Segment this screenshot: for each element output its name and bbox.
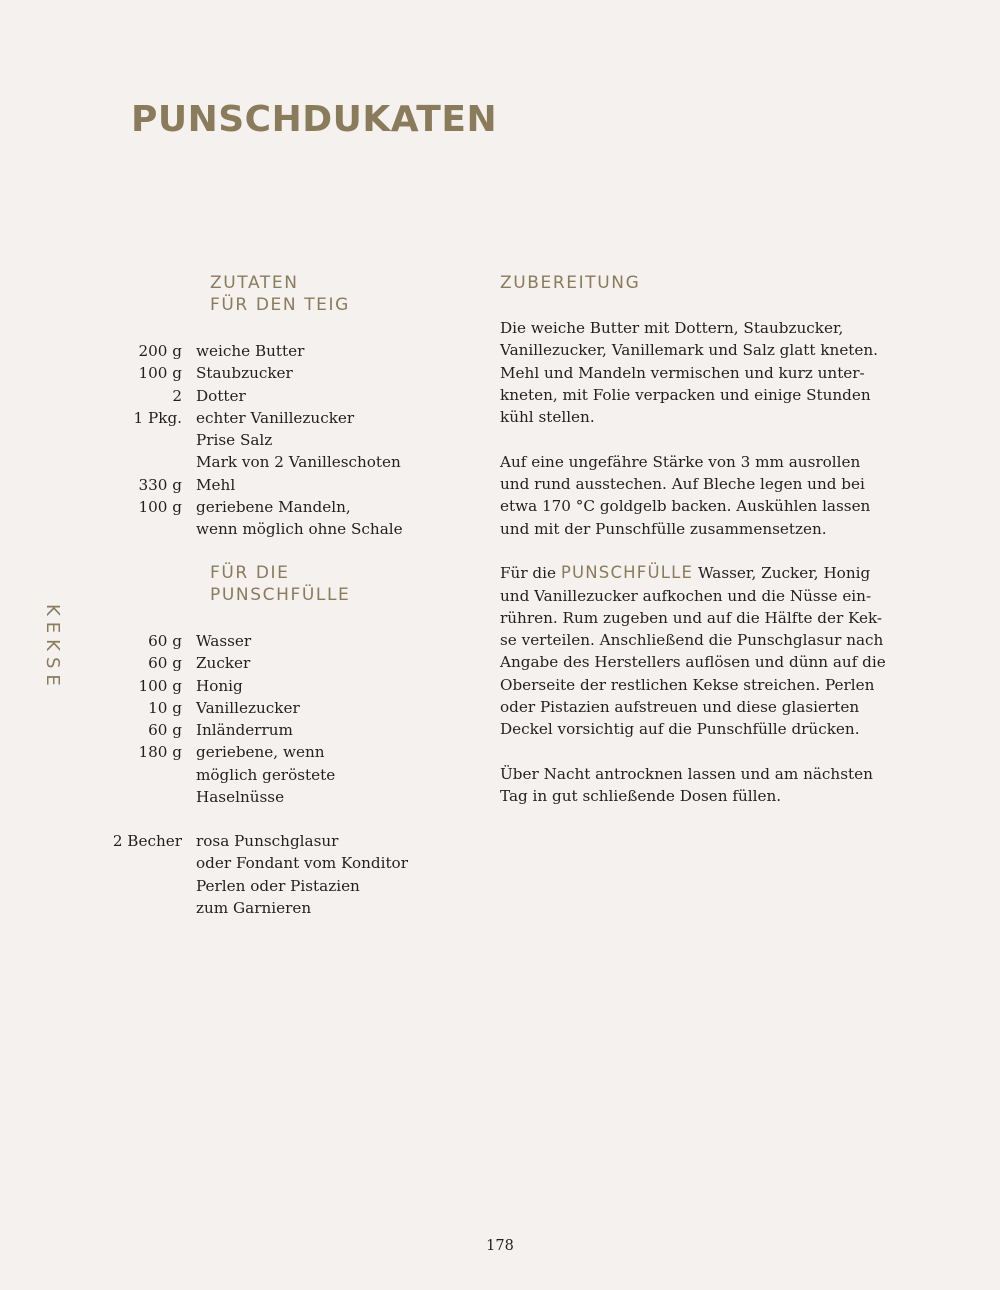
text-line: kühl stellen. — [500, 408, 595, 427]
filling-ingredient-list — [110, 630, 450, 808]
topping-ingredient-list — [110, 830, 450, 919]
filling-inline-heading: PUNSCHFÜLLE — [560, 563, 694, 583]
ingredient-name: Mark von 2 Vanilleschoten — [196, 453, 401, 472]
ingredient-row — [110, 852, 450, 874]
ingredient-qty — [110, 518, 196, 540]
ingredient-row — [110, 630, 450, 652]
ingredient-row — [110, 518, 450, 540]
ingredient-qty: 100 g — [138, 676, 182, 695]
ingredient-row — [110, 652, 450, 674]
ingredient-qty: 1 Pkg. — [133, 408, 182, 427]
text-fragment: Für die — [500, 564, 556, 583]
filling-heading-line: PUNSCHFÜLLE — [210, 585, 351, 606]
page-title: PUNSCHDUKATEN — [131, 99, 498, 140]
text-line: Die weiche Butter mit Dottern, Staubzucker, — [500, 319, 844, 337]
ingredient-qty: 200 g — [138, 342, 182, 360]
ingredient-qty: 10 g — [148, 698, 182, 717]
ingredient-name: möglich geröstete — [196, 765, 336, 784]
ingredient-row — [110, 340, 450, 362]
text-line: oder Pistazien aufstreuen und diese glasierten — [500, 698, 860, 717]
ingredient-name: Zucker — [196, 654, 251, 673]
ingredient-qty: 60 g — [148, 654, 182, 673]
ingredient-row — [110, 474, 450, 496]
ingredient-name: rosa Punschglasur — [196, 832, 339, 850]
ingredient-qty: 100 g — [138, 364, 182, 383]
ingredient-row — [110, 429, 450, 451]
ingredient-row — [110, 764, 450, 786]
ingredient-name: Perlen oder Pistazien — [196, 876, 360, 895]
ingredient-name: Haselnüsse — [196, 788, 285, 807]
preparation-paragraph — [500, 317, 880, 428]
text-line: Angabe des Herstellers auflösen und dünn auf die — [500, 653, 886, 672]
ingredient-row — [110, 786, 450, 808]
preparation-heading: ZUBEREITUNG — [500, 273, 641, 293]
ingredient-qty: 2 Becher — [112, 832, 182, 850]
text-line: Tag in gut schließende Dosen füllen. — [500, 787, 782, 806]
ingredient-name: zum Garnieren — [196, 898, 312, 917]
ingredient-row — [110, 897, 450, 919]
ingredient-qty — [110, 764, 196, 786]
page-number: 178 — [486, 1238, 514, 1254]
ingredient-row — [110, 407, 450, 429]
ingredient-name: wenn möglich ohne Schale — [196, 520, 403, 539]
text-line: Auf eine ungefähre Stärke von 3 mm ausrollen — [500, 452, 861, 471]
ingredient-name: Mehl — [196, 475, 236, 494]
text-line: und mit der Punschfülle zusammensetzen. — [500, 519, 827, 538]
text-line: kneten, mit Folie verpacken und einige Stunden — [500, 385, 871, 404]
ingredient-row — [110, 875, 450, 897]
ingredient-name: Honig — [196, 676, 243, 695]
ingredient-row — [110, 697, 450, 719]
ingredient-name: geriebene Mandeln, — [196, 498, 351, 517]
ingredients-heading-line: ZUTATEN — [210, 273, 299, 293]
dough-ingredient-list — [110, 340, 450, 541]
text-line: etwa 170 °C goldgelb backen. Auskühlen lassen — [500, 497, 871, 516]
text-line — [500, 562, 880, 584]
ingredient-row — [110, 719, 450, 741]
ingredient-row — [110, 362, 450, 384]
ingredient-qty — [110, 852, 196, 874]
ingredient-row — [110, 675, 450, 697]
ingredient-qty: 60 g — [148, 632, 182, 650]
ingredient-qty: 180 g — [138, 743, 182, 762]
ingredient-qty — [110, 897, 196, 919]
ingredients-heading — [210, 272, 350, 317]
ingredients-heading-line: FÜR DEN TEIG — [210, 295, 350, 316]
text-line: Oberseite der restlichen Kekse streichen. Perlen — [500, 675, 875, 694]
ingredient-row — [110, 385, 450, 407]
section-side-label: KEKSE — [42, 604, 63, 692]
ingredient-name: geriebene, wenn — [196, 743, 325, 762]
text-line: Mehl und Mandeln vermischen und kurz unter- — [500, 363, 865, 382]
ingredient-name: weiche Butter — [196, 342, 305, 360]
text-line: und rund ausstechen. Auf Bleche legen und bei — [500, 475, 865, 494]
ingredient-qty — [110, 875, 196, 897]
preparation-paragraph — [500, 763, 880, 808]
text-line: und Vanillezucker aufkochen und die Nüsse ein- — [500, 586, 872, 605]
filling-heading — [210, 562, 350, 607]
ingredient-name: Vanillezucker — [196, 698, 300, 717]
text-line: se verteilen. Anschließend die Punschglasur nach — [500, 631, 884, 650]
ingredient-qty: 60 g — [148, 721, 182, 740]
preparation-text — [500, 317, 886, 830]
ingredient-qty — [110, 429, 196, 451]
ingredient-qty: 330 g — [138, 475, 182, 494]
ingredient-qty — [110, 451, 196, 473]
ingredient-qty — [110, 786, 196, 808]
ingredient-name: Prise Salz — [196, 431, 273, 450]
preparation-paragraph — [500, 451, 880, 540]
text-line: Vanillezucker, Vanillemark und Salz glatt kneten. — [500, 341, 879, 360]
ingredient-name: Wasser — [196, 632, 252, 650]
ingredient-name: Inländerrum — [196, 721, 293, 740]
ingredient-name: Dotter — [196, 386, 246, 405]
ingredient-row — [110, 451, 450, 473]
text-line: Über Nacht antrocknen lassen und am nächsten — [500, 764, 873, 783]
ingredient-row — [110, 830, 450, 852]
text-line: rühren. Rum zugeben und auf die Hälfte der Kek- — [500, 608, 883, 627]
preparation-paragraph — [500, 562, 886, 740]
filling-heading-line: FÜR DIE — [210, 563, 290, 583]
ingredient-qty: 2 — [172, 386, 182, 405]
ingredient-row — [110, 496, 450, 518]
ingredient-row — [110, 741, 450, 763]
ingredient-name: Staubzucker — [196, 364, 293, 383]
text-line: Deckel vorsichtig auf die Punschfülle drücken. — [500, 720, 860, 739]
ingredient-qty: 100 g — [138, 498, 182, 517]
text-fragment: Wasser, Zucker, Honig — [698, 564, 871, 583]
ingredient-name: oder Fondant vom Konditor — [196, 854, 408, 873]
ingredient-name: echter Vanillezucker — [196, 408, 355, 427]
